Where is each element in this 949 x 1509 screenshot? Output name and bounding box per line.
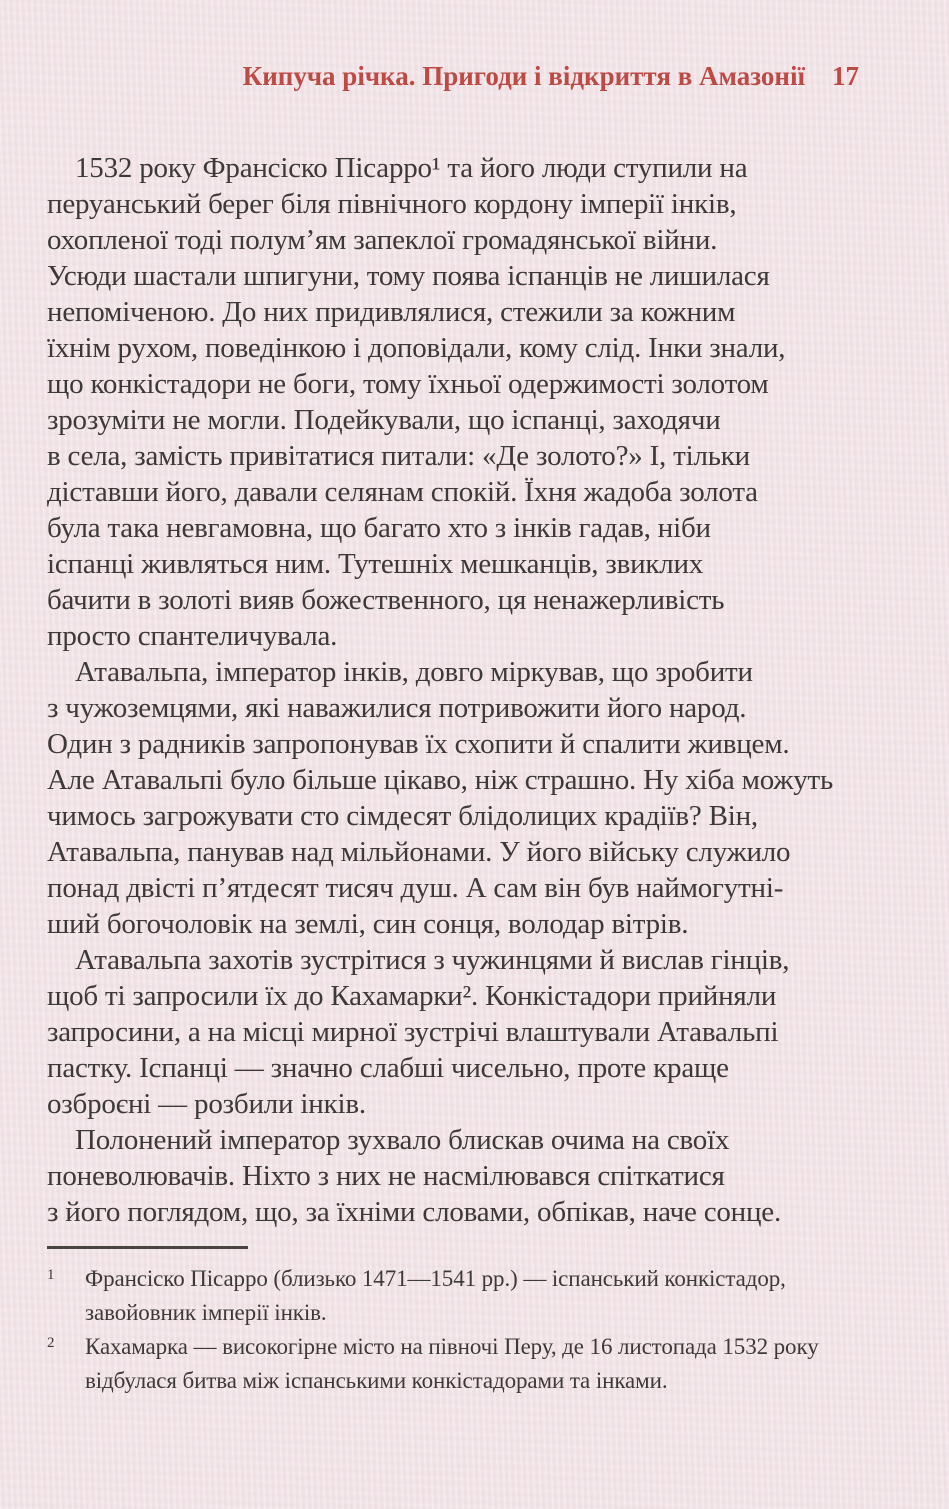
footnote-marker: 1 xyxy=(47,1267,55,1283)
paragraph xyxy=(47,942,913,1122)
text-line: була така невгамовна, що багато хто з інків гадав, ніби xyxy=(47,512,711,544)
page-number: 17 xyxy=(832,61,859,91)
footnote-line: відбулася битва між іспанськими конкістадорами та інками. xyxy=(85,1368,668,1393)
text-line: щоб ті запросили їх до Кахамарки². Конкістадори прийняли xyxy=(47,980,777,1012)
text-line: Але Атавальпі було більше цікаво, ніж страшно. Ну хіба можуть xyxy=(47,764,834,796)
paragraph xyxy=(47,1122,913,1230)
text-line: Атавальпа, панував над мільйонами. У його війську служило xyxy=(47,836,791,868)
running-header-title: Кипуча річка. Пригоди і відкриття в Амазонії xyxy=(242,61,805,91)
text-line: просто спантеличувала. xyxy=(47,620,338,652)
text-line: їхнім рухом, поведінкою і доповідали, кому слід. Інки знали, xyxy=(47,332,786,364)
running-header xyxy=(47,60,859,92)
text-line: зрозуміти не могли. Подейкували, що іспанці, заходячи xyxy=(47,404,721,436)
footnote-text xyxy=(85,1262,786,1330)
text-line: непоміченою. До них придивлялися, стежили за кожним xyxy=(47,296,736,328)
text-line: що конкістадори не боги, тому їхньої одержимості золотом xyxy=(47,368,769,400)
text-line: ший богочоловік на землі, син сонця, володар вітрів. xyxy=(47,908,689,940)
text-line: з його поглядом, що, за їхніми словами, обпікав, наче сонце. xyxy=(47,1196,782,1228)
text-line: бачити в золоті вияв божественного, ця ненажерливість xyxy=(47,584,725,616)
footnote-line: Кахамарка — високогірне місто на півночі Перу, де 16 листопада 1532 року xyxy=(85,1334,819,1359)
footnote-text xyxy=(85,1330,819,1398)
text-line: Атавальпа, імператор інків, довго міркував, що зробити xyxy=(75,656,753,688)
footnote xyxy=(47,1330,917,1398)
text-line: Полонений імператор зухвало блискав очима на своїх xyxy=(75,1124,730,1156)
text-line: охопленої тоді полум’ям запеклої громадянської війни. xyxy=(47,224,718,256)
text-line: понад двісті п’ятдесят тисяч душ. А сам він був наймогутні- xyxy=(47,872,784,904)
text-line: пастку. Іспанці — значно слабші чисельно, проте краще xyxy=(47,1052,729,1084)
text-line: діставши його, давали селянам спокій. Їхня жадоба золота xyxy=(47,476,758,508)
text-line: перуанський берег біля північного кордону імперії інків, xyxy=(47,188,737,220)
text-line: іспанці живляться ним. Тутешніх мешканців, звиклих xyxy=(47,548,704,580)
paragraph xyxy=(47,654,913,942)
paragraph xyxy=(47,150,913,654)
text-line: запросини, а на місці мирної зустрічі влаштували Атавальпі xyxy=(47,1016,779,1048)
footnote-line: Франсіско Пісарро (близько 1471—1541 рр.) — іспанський конкістадор, xyxy=(85,1266,786,1291)
text-line: в села, замість привітатися питали: «Де золото?» І, тільки xyxy=(47,440,750,472)
text-line: поневолювачів. Ніхто з них не насмілювався спіткатися xyxy=(47,1160,725,1192)
page-body xyxy=(47,150,913,1230)
footnote-line: завойовник імперії інків. xyxy=(85,1300,327,1325)
text-line: озброєні — розбили інків. xyxy=(47,1088,366,1120)
footnote xyxy=(47,1262,917,1330)
text-line: Один з радників запропонував їх схопити й спалити живцем. xyxy=(47,728,790,760)
text-line: чимось загрожувати сто сімдесят блідолицих крадіїв? Він, xyxy=(47,800,758,832)
text-line: Атавальпа захотів зустрітися з чужинцями й вислав гінців, xyxy=(75,944,790,976)
text-line: 1532 року Франсіско Пісарро¹ та його люди ступили на xyxy=(75,152,748,184)
footnote-separator xyxy=(47,1246,248,1249)
footnote-marker: 2 xyxy=(47,1335,55,1351)
footnotes xyxy=(47,1262,917,1398)
text-line: Усюди шастали шпигуни, тому поява іспанців не лишилася xyxy=(47,260,770,292)
text-line: з чужоземцями, які наважилися потривожити його народ. xyxy=(47,692,747,724)
